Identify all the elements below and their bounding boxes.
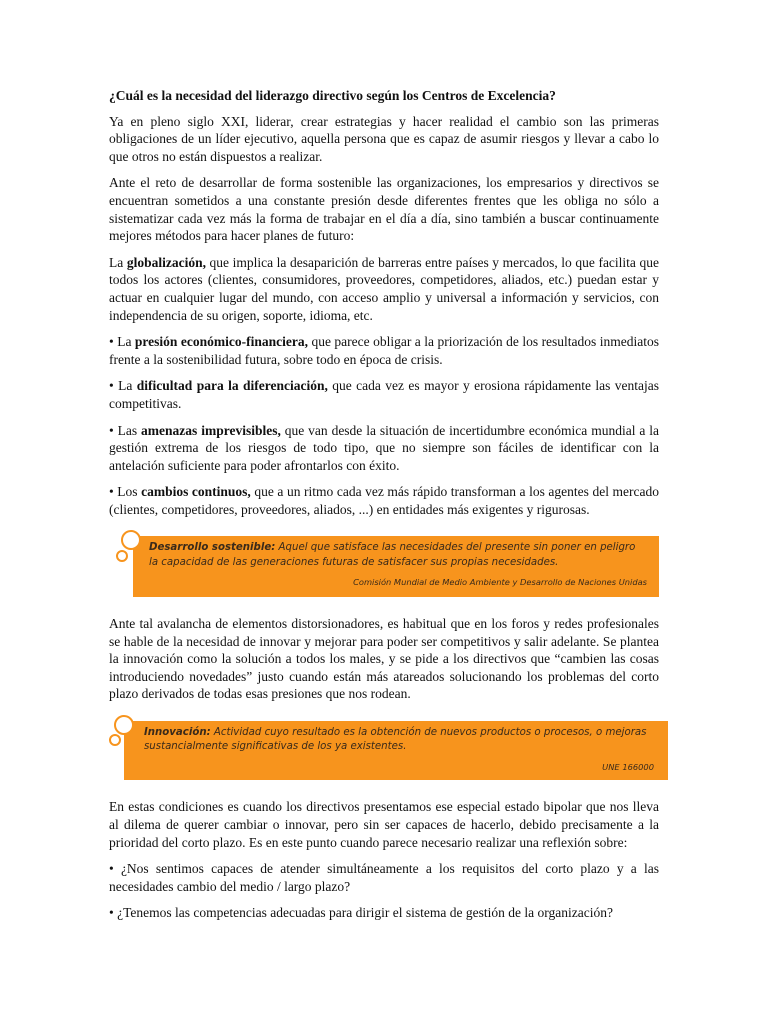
- callout-term: Desarrollo sostenible:: [149, 542, 276, 554]
- dilemma-paragraph: En estas condiciones es cuando los directivos presentamos ese especial estado bipolar que nos lleva al dilema de querer cambiar o innovar, pero sin ser capaces de hacerlo, debido precisamente a la prioridad del corto plazo. Es en este punto cuando parece necesario realizar una reflexión sobre:: [109, 799, 659, 850]
- small-ring-decoration-icon: [109, 734, 121, 746]
- innovation-callout: [124, 721, 668, 781]
- small-ring-decoration-icon: [116, 550, 128, 562]
- callout-text: Actividad cuyo resultado es la obtención de nuevos productos o procesos, o mejoras sustancialmente significativas de los ya existentes.: [144, 726, 647, 753]
- context-paragraph: Ante el reto de desarrollar de forma sostenible las organizaciones, los empresarios y directivos se encuentran sometidos a una constante presión desde diferentes frentes que les obliga no sólo a sistematizar cada vez más la forma de trabajar en el día a día, sino también a buscar continuamente mejores métodos para hacer planes de futuro:: [109, 175, 659, 244]
- globalization-prefix: La: [109, 254, 127, 270]
- bullet-prefix: • La: [109, 334, 135, 350]
- callout-box: [133, 536, 659, 597]
- bullet-term: dificultad para la diferenciación,: [136, 378, 328, 394]
- callout-box: [124, 721, 668, 781]
- callout-source: Comisión Mundial de Medio Ambiente y Desarrollo de Naciones Unidas: [353, 577, 647, 588]
- innovation-paragraph: Ante tal avalancha de elementos distorsionadores, es habitual que en los foros y redes profesionales se hable de la necesidad de innovar y mejorar para poder ser competitivos y salir adelante. Se plantea la innovación como la solución a todos los males, y se pide a los directivos que “cambien las cosas introduciendo novedades” justo cuando están más atareados solucionando los problemas del corto plazo derivados de todas esas presiones que nos rodean.: [109, 615, 659, 702]
- bullet-item: [109, 377, 659, 412]
- bullet-text: que a un ritmo cada vez más rápido transforman a los agentes del mercado (clientes, competidores, proveedores, aliados, ...) en entidades más exigentes y rigurosas.: [109, 484, 659, 517]
- question-item: • ¿Nos sentimos capaces de atender simultáneamente a los requisitos del corto plazo y a las necesidades cambio del medio / largo plazo?: [109, 861, 659, 894]
- bullet-prefix: • Las: [109, 422, 142, 438]
- globalization-paragraph: [109, 254, 659, 324]
- bullet-term: cambios continuos,: [141, 484, 251, 500]
- section-heading: ¿Cuál es la necesidad del liderazgo directivo según los Centros de Excelencia?: [109, 88, 556, 103]
- globalization-term: globalización,: [126, 254, 206, 270]
- bullet-text: que cada vez es mayor y erosiona rápidamente las ventajas competitivas.: [109, 378, 660, 411]
- callout-source: UNE 166000: [602, 761, 654, 772]
- bullet-term: presión económico-financiera,: [134, 334, 308, 350]
- question-item: • ¿Tenemos las competencias adecuadas para dirigir el sistema de gestión de la organización?: [109, 905, 613, 921]
- bullet-text: que van desde la situación de incertidumbre económica mundial a la gestión extrema de los riesgos de todo tipo, que no siempre son fáciles de identificar con la antelación suficiente para poder afrontarlos con éxito.: [109, 422, 659, 473]
- bullet-item: [109, 483, 659, 518]
- sustainable-development-callout: [133, 536, 659, 597]
- ring-decoration-icon: [114, 715, 134, 735]
- bullet-prefix: • La: [109, 378, 137, 394]
- globalization-text: que implica la desaparición de barreras entre países y mercados, lo que facilita que todos los actores (clientes, consumidores, proveedores, competidores, aliados, etc.) puedan estar y actuar en cualquier lugar del mundo, con acceso amplio y universal a información y servicios, con independencia de su origen, soporte, idioma, etc.: [109, 254, 659, 323]
- document-page: [109, 80, 659, 931]
- callout-text: Aquel que satisface las necesidades del presente sin poner en peligro la capacidad de las generaciones futuras de satisfacer sus propias necesidades.: [149, 542, 636, 568]
- bullet-term: amenazas imprevisibles,: [141, 422, 281, 438]
- callout-term: Innovación:: [144, 726, 211, 738]
- bullet-item: [109, 333, 659, 368]
- bullet-item: [109, 422, 659, 475]
- intro-paragraph: Ya en pleno siglo XXI, liderar, crear estrategias y hacer realidad el cambio son las primeras obligaciones de un líder ejecutivo, aquella persona que es capaz de asumir riesgos y llevar a cabo lo que otros no están dispuestos a realizar.: [109, 113, 659, 164]
- bullet-prefix: • Los: [109, 484, 142, 500]
- bullet-text: que parece obligar a la priorización de los resultados inmediatos frente a la sostenibilidad futura, sobre todo en época de crisis.: [109, 334, 660, 367]
